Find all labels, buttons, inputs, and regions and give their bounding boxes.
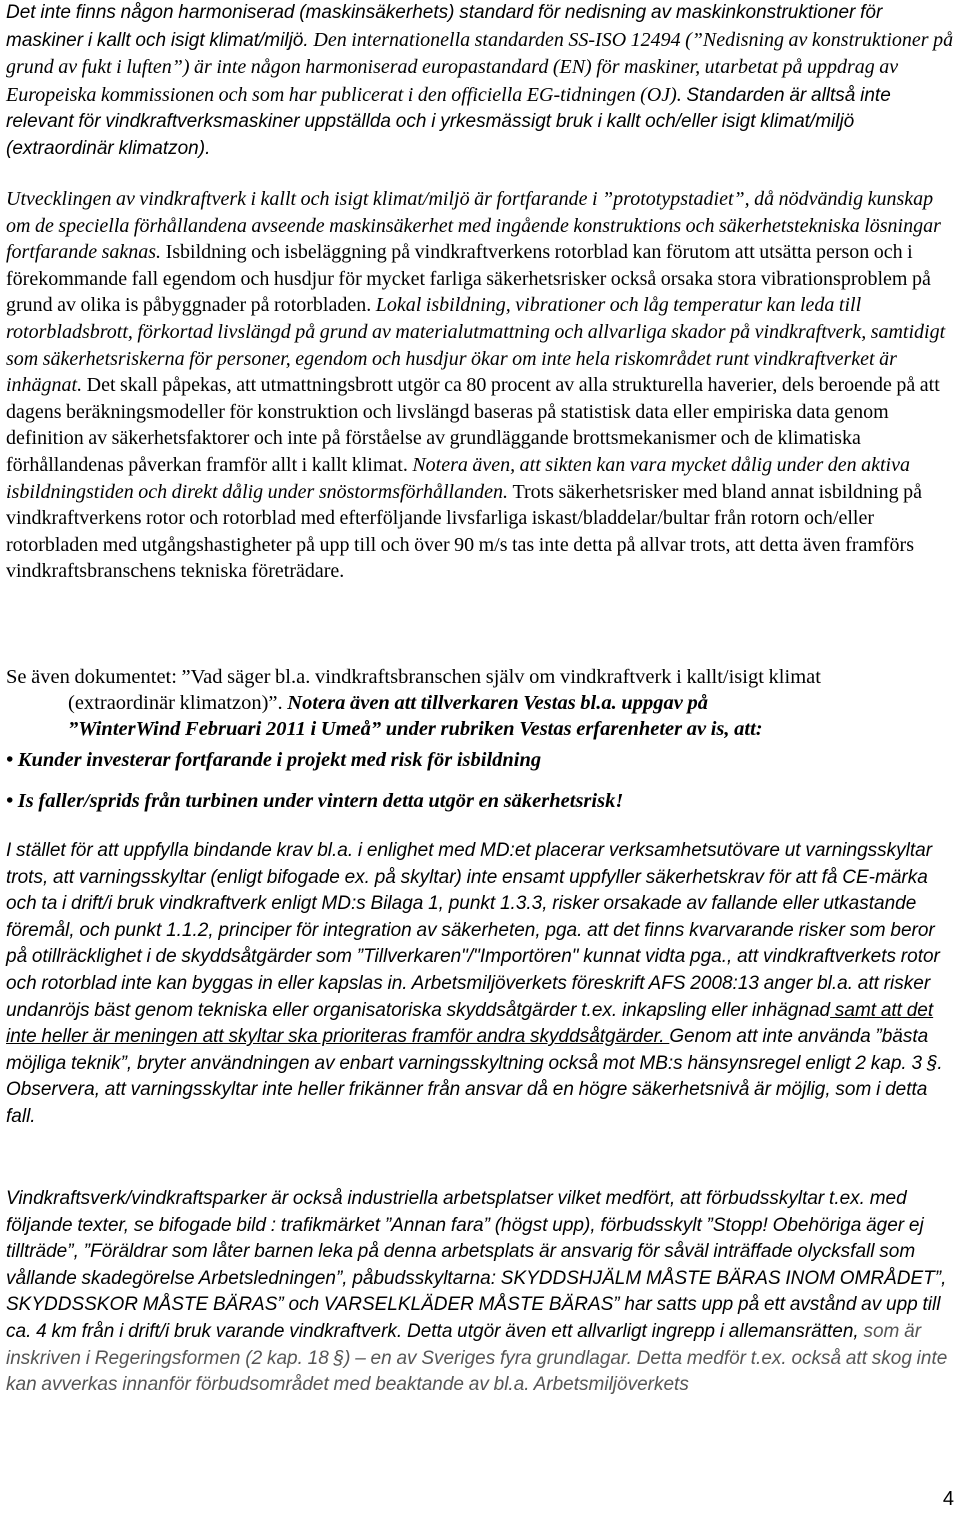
page-number: 4 bbox=[942, 1488, 954, 1510]
indented-line bbox=[6, 690, 821, 716]
text-segment: Det skall påpekas, att utmattningsbrott utgör ca 80 procent av alla strukturella haverier, dels beroende på att dagens beräkningsmodeller för konstruktion och livslängd baseras på statistisk data eller empiriska data genom definition av säkerhetsfaktorer och inte på förståelse av grundläggande brottsmekanismer och de klimatiska förhållandenas påverkan framför allt i kallt klimat. bbox=[6, 374, 940, 476]
paragraph-workplaces bbox=[6, 1186, 956, 1399]
text-segment: Trots säkerhetsrisker med bland annat isbildning på vindkraftverkens rotor och rotorblad med efterföljande livsfarliga iskast/bladdelar/bultar från rotorn och/eller rotorbladen med utgångshastigheter på upp till och över 90 m/s tas inte detta på allvar trots, att detta även framförs vindkraftsbranschens tekniska företrädare. bbox=[6, 480, 922, 583]
text-segment: som är inskriven i Regeringsformen (2 kap. 18 §) – en av Sveriges fyra grundlagar. Detta medför t.ex. också att skog inte kan avverkas innanför förbudsområdet med beaktande av bl.a. Arbetsmiljöverkets bbox=[6, 1320, 948, 1396]
text-segment: Isbildning och isbeläggning på vindkraftverkens rotorblad kan förutom att utsätta person och i förekommande fall egendom och husdjur för mycket farliga säkerhetsrisker också orsaka stora vibrationsproblem på grund av olika is påbyggnader på rotorbladen. bbox=[6, 241, 931, 317]
text-segment: I stället för att uppfylla bindande krav bl.a. i enlighet med MD:et placerar verksamhetsutövare ut varningsskyltar trots, att varningsskyltar (enligt bifogade ex. på skyltar) inte ensamt uppfyller säkerhetskrav för att få CE-märka och ta i drift/i bruk vindkraftverk enligt MD:s Bilaga 1, punkt 1.3.3, risker orsakade av fallande eller utkastande föremål, och punkt 1.1.2, principer för integration av säkerheten, pga. att det finns kvarvarande risker som beror på otillräcklighet i de skyddsåtgärder som ”Tillverkaren"/"Importören" kunnat vidta pga., att vindkraftverkets rotor och rotorblad inte kan byggas in eller kapslas in. Arbetsmiljöverkets föreskrift AFS 2008:13 anger bl.a. att risker undanröjs bäst genom tekniska eller organisatoriska skyddsåtgärder t.ex. inkapsling eller inhägnad bbox=[6, 840, 940, 1021]
text-segment: Utvecklingen av vindkraftverk i kallt och isigt klimat/miljö är fortfarande i ”prototypstadiet”, då nödvändig kunskap om de speciella förhållandena avseende maskinsäkerhet med ingående konstruktions och säkerhetstekniska lösningar fortfarande saknas. bbox=[6, 188, 941, 264]
text-segment: (extraordinär klimatzon)”. bbox=[68, 692, 288, 714]
bullet-item: • Is faller/sprids från turbinen under vintern detta utgör en säkerhetsrisk! bbox=[6, 790, 624, 812]
paragraph-warning-signs bbox=[6, 838, 956, 1131]
paragraph-see-also bbox=[6, 664, 821, 742]
indented-line: ”WinterWind Februari 2011 i Umeå” under rubriken Vestas erfarenheter av is, att: bbox=[68, 718, 763, 740]
text-segment: Genom att inte använda ”bästa möjliga teknik”, bryter användningen av enbart varningsskyltning också mot MB:s hänsynsregel enligt 2 kap. 3 §. Observera, att varningsskyltar inte heller frikänner från ansvar då en högre säkerhetsnivå är möjlig, som i detta fall. bbox=[6, 1026, 943, 1127]
text-segment: Standarden är alltså inte relevant för vindkraftverksmaskiner uppställda och i yrkesmässigt bruk i kallt och/eller isigt klimat/miljö (extraordinär klimatzon). bbox=[6, 84, 891, 159]
underlined-text: samt att det inte heller är meningen att skyltar ska prioriteras framför andra skyddsåtgärder. bbox=[6, 999, 934, 1048]
text-segment: Vindkraftsverk/vindkraftsparker är också industriella arbetsplatser vilket medfört, att förbudsskyltar t.ex. med följande texter, se bifogade bild : trafikmärket ”Annan fara” (högst upp), förbudsskylt ”Stopp! Obehöriga äger ej tillträde”, ”Föräldrar som låter barnen leka på denna arbetsplats är ansvarig för såväl inträffade olycksfall som vållande skadegörelse Arbetsledningen”, påbudsskyltarna: SKYDDSHJÄLM MÅSTE BÄRAS INOM OMRÅDET”, SKYDDSSKOR MÅSTE BÄRAS” och VARSELKLÄDER MÅSTE BÄRAS” har satts upp på ett avstånd av upp till ca. 4 km från i drift/i bruk varande vindkraftverk. Detta utgör även ett allvarligt ingrepp i allemansrätten, bbox=[6, 1188, 947, 1342]
text-segment: Se även dokumentet: ”Vad säger bl.a. vindkraftsbranschen själv om vindkraftverk i kallt/isigt klimat bbox=[6, 666, 821, 688]
bullet-item: • Kunder investerar fortfarande i projekt med risk för isbildning bbox=[6, 749, 542, 771]
text-segment: Den internationella standarden SS-ISO 12494 (”Nedisning av konstruktioner på grund av fukt i luften”) är inte någon harmoniserad europastandard (EN) för maskiner, utarbetat på uppdrag av Europeiska kommissionen och som har publicerat i den officiella EG-tidningen (OJ). bbox=[6, 28, 954, 106]
text-segment: Notera även, att sikten kan vara mycket dålig under den aktiva isbildningstiden och direkt dålig under snöstormsförhållanden. bbox=[6, 453, 910, 503]
paragraph-development bbox=[6, 186, 956, 585]
paragraph-standards bbox=[6, 0, 956, 163]
text-segment: Det inte finns någon harmoniserad (maskinsäkerhets) standard för nedisning av maskinkonstruktioner för maskiner i kallt och isigt klimat/miljö. bbox=[6, 2, 883, 51]
text-segment: Lokal isbildning, vibrationer och låg temperatur kan leda till rotorbladsbrott, förkortad livslängd på grund av materialutmattning och allvarliga skador på vindkraftverk, samtidigt som säkerhetsriskerna för personer, egendom och husdjur ökar om inte hela riskområdet runt vindkraftverket är inhägnat. bbox=[6, 294, 946, 397]
text-segment: Notera även att tillverkaren Vestas bl.a. uppgav på bbox=[287, 692, 709, 714]
